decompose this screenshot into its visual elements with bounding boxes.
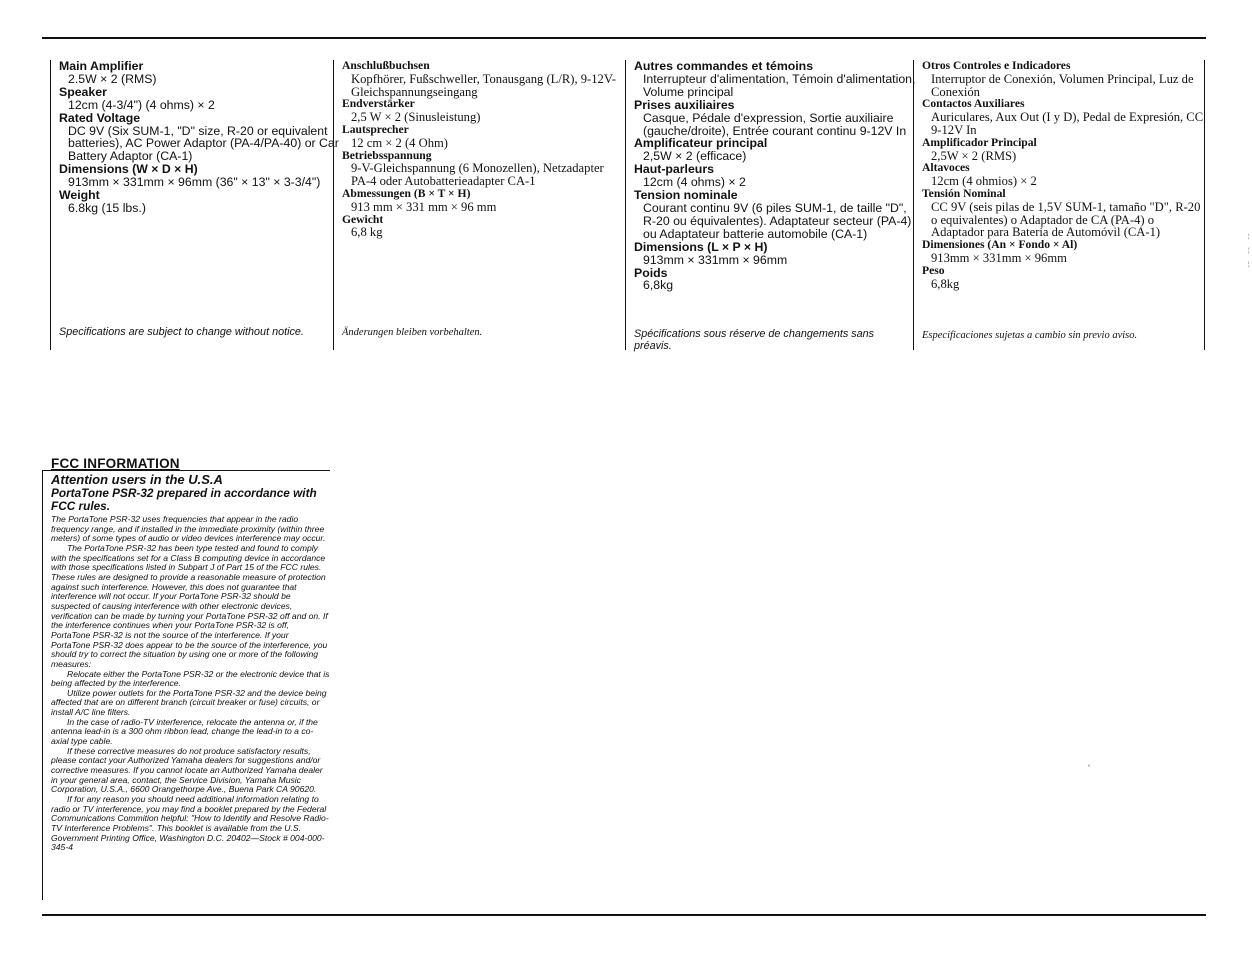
spec-value: 2,5 W × 2 (Sinusleistung) [351, 110, 481, 125]
fcc-heading: FCC INFORMATION [51, 456, 180, 471]
spec-label: Endverstärker [342, 97, 415, 111]
spec-note: Specifications are subject to change without notice. [59, 326, 304, 338]
spec-value: 2,5W × 2 (RMS) [931, 148, 1017, 163]
spec-item [922, 60, 1204, 98]
spec-value: 12cm (4-3/4") (4 ohms) × 2 [68, 97, 215, 112]
spec-item [342, 98, 623, 124]
spec-value: 12 cm × 2 (4 Ohm) [351, 135, 448, 150]
spec-value: 913 mm × 331 mm × 96 mm [351, 199, 497, 214]
spec-item [922, 137, 1204, 163]
fcc-paragraph: In the case of radio-TV interference, relocate the antenna or, if the antenna lead-in is a 300 ohm ribbon lead, change the lead-in to a co-axial type cable. [51, 716, 318, 747]
spec-label: Dimensiones (An × Fondo × Al) [922, 238, 1078, 252]
spec-item [342, 60, 623, 98]
spec-value: Interruptor de Conexión, Volumen Principal, Luz de Conexión [931, 71, 1194, 99]
spec-label: Rated Voltage [59, 110, 141, 125]
spec-label: Autres commandes et témoins [634, 59, 814, 73]
spec-value: 12cm (4 ohmios) × 2 [931, 174, 1037, 189]
specs-german-column [333, 60, 623, 350]
spec-label: Weight [59, 188, 100, 203]
spec-value: 9-V-Gleichspannung (6 Monozellen), Netzadapter PA-4 oder Autobatterieadapter CA-1 [351, 161, 604, 189]
bottom-rule [42, 914, 1206, 916]
spec-item [59, 189, 340, 215]
fcc-body [51, 515, 330, 853]
spec-value: 913mm × 331mm × 96mm (36" × 13" × 3-3/4") [68, 175, 321, 190]
spec-label: Amplificador Principal [922, 135, 1037, 149]
spec-value: Kopfhörer, Fußschweller, Tonausgang (L/R), 9-12V-Gleichspannungseingang [351, 71, 616, 99]
spec-note: Spécifications sous réserve de changements sans préavis. [634, 328, 875, 352]
fcc-subtitle: PortaTone PSR-32 prepared in accordance with FCC rules. [51, 486, 317, 513]
spec-item [922, 239, 1204, 265]
spec-value: 6,8kg [643, 278, 674, 293]
edge-marks: ¦ ¦ ¦ [1247, 233, 1251, 268]
spec-label: Abmessungen (B × T × H) [342, 186, 471, 200]
spec-item [634, 189, 917, 241]
spec-label: Peso [922, 263, 945, 277]
specs-french-column [625, 60, 917, 350]
fcc-information-box [42, 470, 330, 900]
spec-value: 12cm (4 ohms) × 2 [643, 175, 746, 190]
fcc-paragraph: The PortaTone PSR-32 has been type tested and found to comply with the specifications set for a Class B computing device in accordance with those specifications listed in Subpart J of Part 15 of the FCC rules. These rules are designed to provide a reasonable measure of protection against such interference. However, this does not guarantee that interference will not occur. If your PortaTone PSR-32 should be suspected of causing interference with other electronic devices, verification can be made by turning your PortaTone PSR-32 off and on. If the interference continues when your PortaTone PSR-32 is off, PortaTone PSR-32 is not the source of the interference. If your PortaTone PSR-32 does appear to be the source of the interference, you should try to correct the situation by using one or more of the following measures: [51, 542, 328, 669]
spec-value: 6.8kg (15 lbs.) [68, 200, 146, 215]
spec-value: Casque, Pédale d'expression, Sortie auxiliaire (gauche/droite), Entrée courant continu 9-12V In [643, 110, 907, 138]
spec-item [59, 112, 340, 164]
spec-label: Contactos Auxiliares [922, 97, 1025, 111]
fcc-paragraph: If for any reason you should need additional information relating to radio or TV interference, you may find a booklet prepared by the Federal Communications Commition helpful: "How to Identify and Resolve Radio-TV Interference Problems". This booklet is available from the U.S. Government Printing Office, Washington D.C. 20402—Stock # 004-000-345-4 [51, 794, 329, 853]
spec-item [634, 163, 917, 189]
spec-label: Lautsprecher [342, 122, 409, 136]
spec-item [634, 99, 917, 138]
spec-item [342, 214, 623, 240]
spec-label: Dimensions (L × P × H) [634, 239, 768, 254]
spec-value: DC 9V (Six SUM-1, "D" size, R-20 or equivalent batteries), AC Power Adaptor (PA-4/PA-40) or Car Battery Adaptor (CA-1) [68, 123, 339, 164]
spec-note: Especificaciones sujetas a cambio sin previo aviso. [922, 330, 1138, 341]
fcc-paragraph: The PortaTone PSR-32 uses frequencies that appear in the radio frequency range, and if installed in the immediate proximity (within three meters) of some types of audio or video devices interference may occur. [51, 514, 326, 544]
fcc-paragraph: Relocate either the PortaTone PSR-32 or the electronic device that is being affected by the interference. [51, 668, 330, 689]
spec-item [59, 86, 340, 112]
spec-item [634, 137, 917, 163]
spec-item [634, 60, 917, 99]
spec-label: Tension nominale [634, 188, 738, 203]
spec-label: Poids [634, 265, 668, 280]
spec-value: 6,8kg [931, 276, 960, 291]
spec-label: Otros Controles e Indicadores [922, 59, 1071, 72]
spec-label: Prises auxiliaires [634, 97, 735, 112]
fcc-paragraph: If these corrective measures do not produce satisfactory results, please contact your Authorized Yamaha dealers for suggestions and/or corrective measures. If you cannot locate an Authorized Yamaha dealer in your general area, contact, the Service Division, Yamaha Music Corporation, U.S.A., 6600 Orangethorpe Ave., Buena Park CA 90620. [51, 745, 323, 795]
spec-value: 2.5W × 2 (RMS) [68, 71, 157, 86]
spec-label: Betriebsspannung [342, 148, 432, 162]
spec-value: CC 9V (seis pilas de 1,5V SUM-1, tamaño "D", R-20 o equivalentes) o Adaptador de CA (PA-4) o Adaptador para Batería de Automóvil (CA-1) [931, 199, 1201, 240]
spec-label: Anschlußbuchsen [342, 59, 430, 72]
specs-spanish-column [913, 60, 1205, 350]
spec-item [922, 162, 1204, 188]
spec-item [342, 124, 623, 150]
spec-label: Dimensions (W × D × H) [59, 162, 198, 177]
spec-note: Änderungen bleiben vorbehalten. [342, 327, 483, 338]
specs-english-column [50, 60, 340, 350]
spec-label: Speaker [59, 84, 107, 99]
fcc-title: Attention users in the U.S.A [51, 472, 223, 487]
top-rule [42, 37, 1206, 39]
spec-item [922, 98, 1204, 136]
spec-value: 2,5W × 2 (efficace) [643, 149, 747, 164]
spec-item [922, 265, 1204, 291]
spec-item [342, 188, 623, 214]
spec-item [922, 188, 1204, 239]
spec-label: Haut-parleurs [634, 162, 714, 177]
spec-label: Altavoces [922, 161, 970, 175]
spec-item [634, 241, 917, 267]
spec-item [59, 60, 340, 86]
spec-value: Auriculares, Aux Out (I y D), Pedal de Expresión, CC 9-12V In [931, 110, 1204, 137]
spec-label: Amplificateur principal [634, 136, 768, 151]
spec-value: 913mm × 331mm × 96mm [643, 252, 788, 267]
spec-label: Main Amplifier [59, 59, 144, 73]
spec-item [634, 267, 917, 293]
fcc-paragraph: Utilize power outlets for the PortaTone PSR-32 and the device being affected that are on different branch (circuit breaker or fuse) circuits, or install A/C line filters. [51, 687, 327, 718]
spec-item [342, 150, 623, 188]
spec-value: Interrupteur d'alimentation, Témoin d'alimentation, Volume principal [643, 71, 916, 99]
spec-value: Courant continu 9V (6 piles SUM-1, de taille "D", R-20 ou équivalentes). Adaptateur secteur (PA-4) ou Adaptateur batterie automobile (CA-1) [643, 200, 912, 241]
spec-label: Tensión Nominal [922, 186, 1006, 200]
spec-value: 913mm × 331mm × 96mm [931, 250, 1067, 265]
spec-value: 6,8 kg [351, 225, 383, 240]
spec-item [59, 163, 340, 189]
spec-label: Gewicht [342, 212, 384, 226]
stray-mark: ʻ [1088, 763, 1090, 773]
